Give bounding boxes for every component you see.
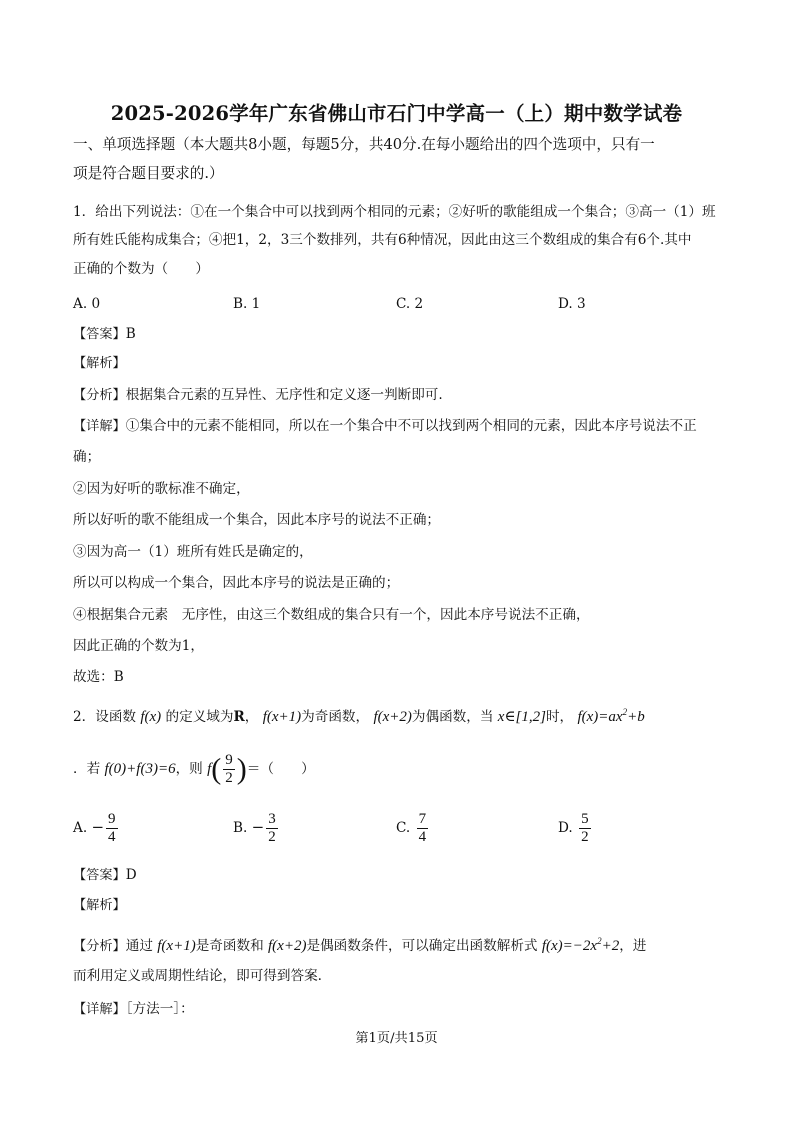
q1-detail-line5: ③因为高一（1）班所有姓氏是确定的， (73, 544, 313, 560)
frac-3-2: $\frac{3}{2}$ (268, 811, 276, 845)
q2-stem-c: ， (244, 709, 259, 725)
q2-detail (73, 1000, 194, 1019)
q2-fenxi-a: 通过 (125, 938, 153, 954)
section-heading-line1: 一、单项选择题（本大题共8小题，每题5分，共40分.在每小题给出的四个选项中，只有一 (73, 136, 655, 153)
fenxi-tag: 【分析】 (73, 939, 126, 954)
detail-text: ［方法一］： (125, 1001, 194, 1017)
paren-right: ) (236, 752, 247, 786)
q2-answer (73, 866, 137, 885)
q2-fenxi-c: 是偶函数条件，可以确定出函数解析式 (306, 938, 538, 954)
q1-stem-line2: 所有姓氏能构成集合；④把1，2，3三个数排列，共有6种情况，因此由这三个数组成的集合有6个.其中 (73, 232, 692, 248)
q2-stem2-b: ，则 (175, 761, 203, 777)
q2-option-d-label: D. (558, 820, 573, 836)
q2-option-d (558, 811, 593, 846)
q1-option-d: D. 3 (558, 296, 586, 312)
answer-tag: 【答案】 (73, 868, 126, 883)
answer-value: D (125, 867, 137, 883)
paren-left: ( (211, 752, 222, 786)
detail-text: ①集合中的元素不能相同，所以在一个集合中不可以找到两个相同的元素，因此本序号说法不正 (125, 418, 697, 434)
q2-fenxi-d: ，进 (619, 938, 647, 954)
q2-stem-d: 为奇函数， (301, 709, 370, 725)
q1-detail-line3: ②因为好听的歌标准不确定， (73, 481, 250, 497)
q1-detail-line4: 所以好听的歌不能组成一个集合，因此本序号的说法不正确； (73, 512, 441, 528)
q1-option-c: C. 2 (396, 296, 424, 312)
q1-fenxi (73, 386, 443, 405)
page-footer: 第1页/共15页 (355, 1031, 438, 1046)
q1-stem-line1: 1．给出下列说法：①在一个集合中可以找到两个相同的元素；②好听的歌能组成一个集合；③高一（1）班 (73, 204, 716, 220)
q2-option-a-label: A. (73, 820, 88, 836)
math-f-x: f(x) (140, 709, 162, 725)
q2-fenxi-line1 (73, 932, 646, 956)
q1-detail-line9: 故选：B (73, 669, 124, 685)
q1-stem-line3: 正确的个数为（ ） (73, 261, 209, 277)
frac-9-2: $\frac{9}{2}$ (225, 752, 233, 786)
math-f-x-solution: $f(x)=-2x^2+2$ (541, 936, 620, 954)
frac-7-4: $\frac{7}{4}$ (418, 811, 427, 845)
q2-stem-f: 时， (545, 709, 574, 725)
answer-tag: 【答案】 (73, 327, 126, 342)
q2-option-b: B. − $\frac{3}{2}$ (233, 811, 276, 845)
detail-tag: 【详解】 (73, 419, 126, 434)
math-f-x-plus-2: f(x+2) (268, 938, 307, 954)
q1-detail-line2: 确； (73, 449, 101, 465)
detail-tag: 【详解】 (73, 1002, 126, 1017)
q1-detail-line6: 所以可以构成一个集合，因此本序号的说法是正确的； (73, 575, 400, 591)
q1-detail-line1 (73, 417, 697, 436)
q1-option-b: B. 1 (233, 296, 261, 312)
math-f-x-plus-1: f(x+1) (157, 938, 196, 954)
q2-stem-a: 2．设函数 (73, 709, 137, 725)
q1-analysis-tag: 【解析】 (73, 356, 126, 371)
q2-stem-line2 (73, 752, 315, 787)
q1-detail-line7: ④根据集合元素 无序性，由这三个数组成的集合只有一个，因此本序号说法不正确， (73, 607, 590, 623)
math-f-x-plus-2: f(x+2) (373, 709, 412, 725)
fenxi-text: 根据集合元素的互异性、无序性和定义逐一判断即可. (125, 387, 443, 403)
page-title: 2025-2026学年广东省佛山市石门中学高一（上）期中数学试卷 (110, 102, 683, 125)
math-f-x-plus-1: f(x+1) (262, 709, 302, 725)
section-heading-line2: 项是符合题目要求的.） (73, 165, 224, 182)
q2-option-c (396, 811, 430, 846)
q2-fenxi-line2: 而利用定义或周期性结论，即可得到答案. (73, 968, 323, 984)
q2-stem-e: 为偶函数，当 (411, 709, 494, 725)
math-f0-plus-f3: f(0)+f(3)=6 (104, 761, 176, 777)
q2-stem-b: 的定义域为 (165, 709, 234, 725)
q2-stem2-a: ．若 (73, 761, 101, 777)
q2-option-a: A. − $\frac{9}{4}$ (73, 811, 116, 845)
q2-option-b-label: B. (233, 820, 248, 836)
math-f-x-eq: $f(x)=ax^2+b$ (577, 707, 645, 725)
q2-analysis-tag: 【解析】 (73, 898, 126, 913)
answer-value: B (125, 326, 136, 342)
fenxi-tag: 【分析】 (73, 388, 126, 403)
q2-stem2-c: ＝（ ） (246, 761, 315, 777)
q2-domain-r: R (233, 709, 245, 725)
q1-answer (73, 325, 136, 344)
frac-5-2: $\frac{5}{2}$ (581, 811, 589, 845)
q1-detail-line8: 因此正确的个数为1， (73, 638, 204, 654)
math-f: f (207, 761, 212, 777)
frac-9-4: $\frac{9}{4}$ (108, 811, 116, 845)
q2-fenxi-b: 是奇函数和 (195, 938, 264, 954)
q2-stem-line1 (73, 703, 645, 726)
q2-option-c-label: C. (396, 820, 411, 836)
q1-option-a: A. 0 (73, 296, 101, 312)
math-x-in-interval: x∈[1,2] (497, 709, 546, 725)
